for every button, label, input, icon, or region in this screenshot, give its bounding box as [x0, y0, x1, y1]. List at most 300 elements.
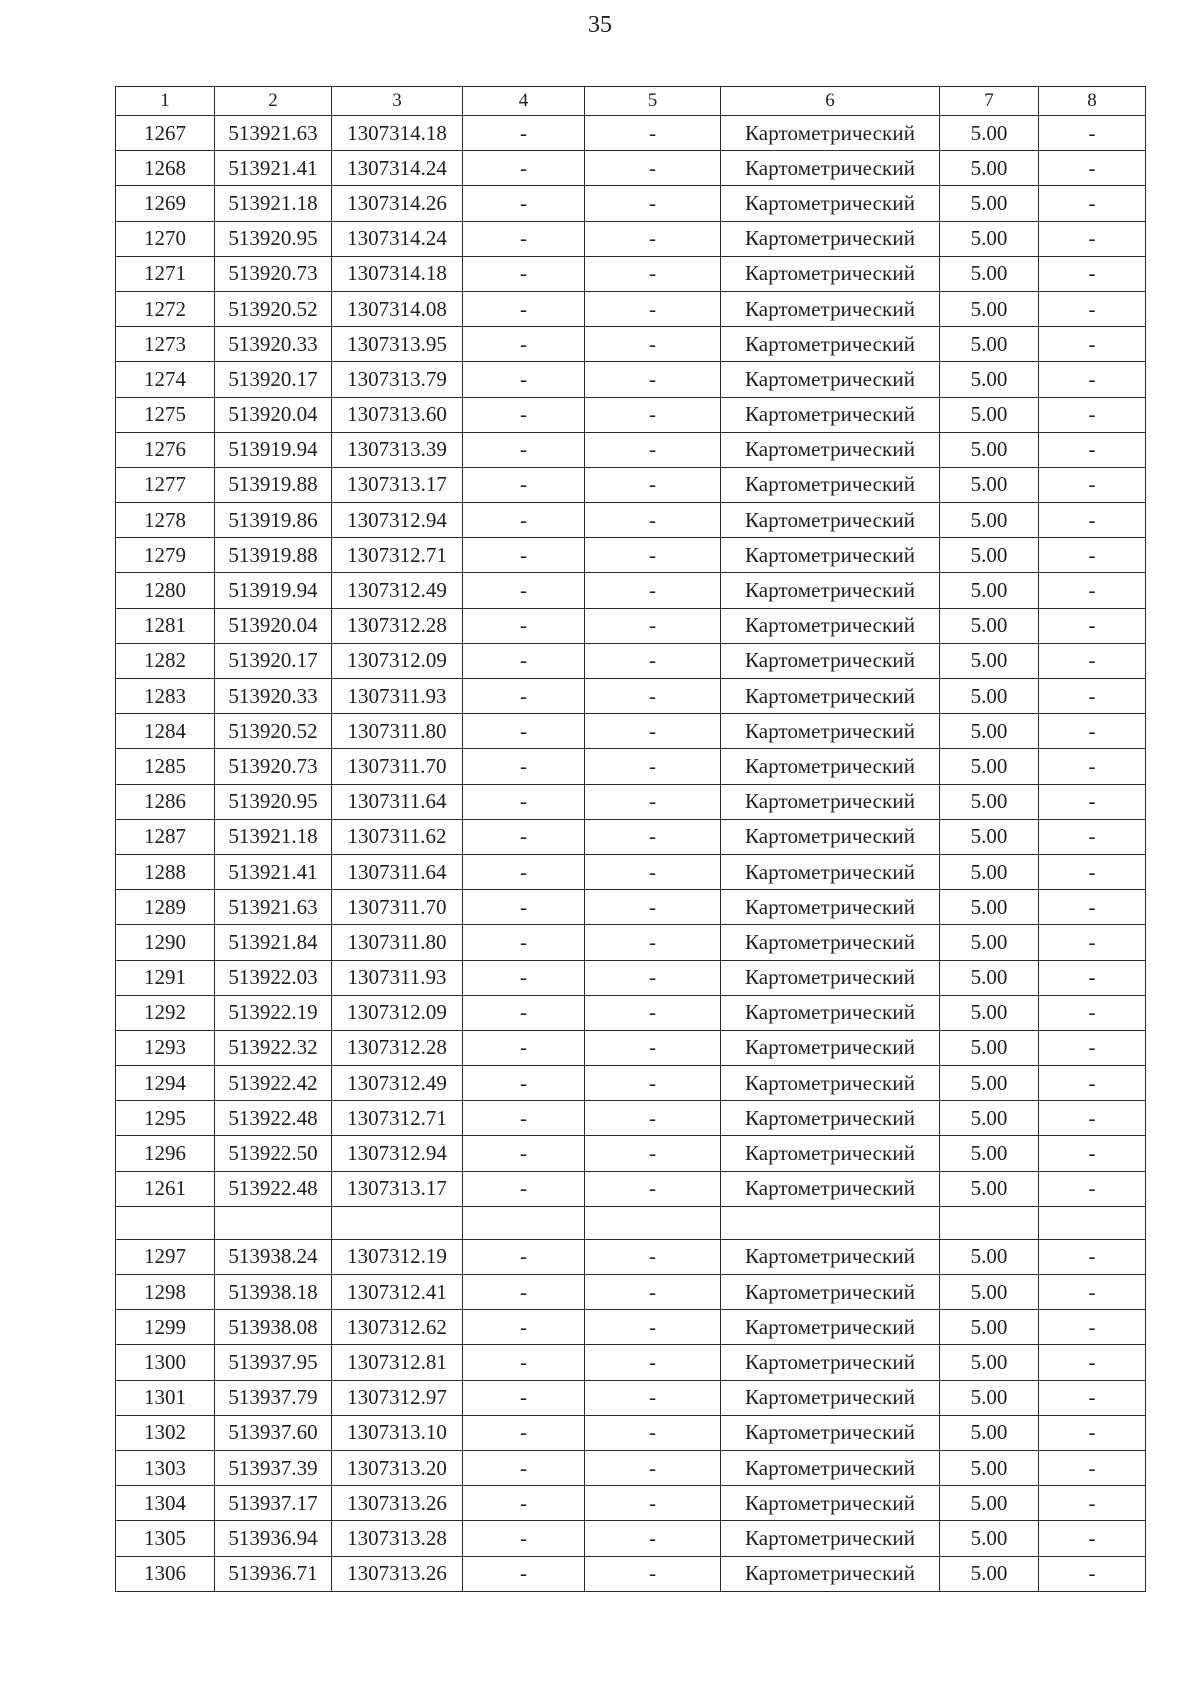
accuracy-cell: 5.00 — [940, 1239, 1039, 1274]
x-coordinate-cell: 513937.17 — [215, 1486, 332, 1521]
y-coordinate-cell: 1307312.97 — [332, 1380, 463, 1415]
y-coordinate-cell: 1307312.94 — [332, 503, 463, 538]
x-coordinate-cell: 513921.63 — [215, 116, 332, 151]
point-number-cell: 1281 — [116, 608, 215, 643]
table-row — [116, 397, 1146, 432]
col4-cell: - — [463, 327, 585, 362]
column-header: 5 — [585, 87, 721, 116]
col8-cell: - — [1039, 890, 1146, 925]
point-number-cell: 1290 — [116, 925, 215, 960]
col8-cell: - — [1039, 1345, 1146, 1380]
point-number-cell: 1287 — [116, 819, 215, 854]
col4-cell: - — [463, 784, 585, 819]
table-row — [116, 327, 1146, 362]
point-number-cell: 1291 — [116, 960, 215, 995]
col5-cell: - — [585, 819, 721, 854]
method-cell: Картометрический — [721, 854, 940, 889]
col4-cell: - — [463, 608, 585, 643]
point-number-cell: 1275 — [116, 397, 215, 432]
accuracy-cell: 5.00 — [940, 1450, 1039, 1485]
point-number-cell — [116, 1206, 215, 1239]
col4-cell: - — [463, 854, 585, 889]
col4-cell: - — [463, 432, 585, 467]
accuracy-cell: 5.00 — [940, 1415, 1039, 1450]
col8-cell: - — [1039, 1521, 1146, 1556]
point-number-cell: 1274 — [116, 362, 215, 397]
point-number-cell: 1285 — [116, 749, 215, 784]
table-row — [116, 538, 1146, 573]
method-cell: Картометрический — [721, 1486, 940, 1521]
col8-cell: - — [1039, 291, 1146, 326]
y-coordinate-cell: 1307314.26 — [332, 186, 463, 221]
table-row — [116, 854, 1146, 889]
coordinates-table — [115, 86, 1146, 1592]
col8-cell: - — [1039, 643, 1146, 678]
col8-cell: - — [1039, 749, 1146, 784]
col8-cell: - — [1039, 1101, 1146, 1136]
col4-cell: - — [463, 467, 585, 502]
method-cell: Картометрический — [721, 608, 940, 643]
x-coordinate-cell: 513922.50 — [215, 1136, 332, 1171]
col4-cell: - — [463, 749, 585, 784]
accuracy-cell: 5.00 — [940, 890, 1039, 925]
point-number-cell: 1267 — [116, 116, 215, 151]
x-coordinate-cell: 513920.73 — [215, 256, 332, 291]
col5-cell: - — [585, 1415, 721, 1450]
point-number-cell: 1298 — [116, 1275, 215, 1310]
method-cell: Картометрический — [721, 397, 940, 432]
col4-cell: - — [463, 1030, 585, 1065]
col8-cell: - — [1039, 714, 1146, 749]
y-coordinate-cell: 1307314.24 — [332, 221, 463, 256]
point-number-cell: 1276 — [116, 432, 215, 467]
col5-cell: - — [585, 538, 721, 573]
column-header: 8 — [1039, 87, 1146, 116]
col8-cell: - — [1039, 397, 1146, 432]
x-coordinate-cell: 513922.48 — [215, 1101, 332, 1136]
y-coordinate-cell: 1307313.26 — [332, 1486, 463, 1521]
col4-cell: - — [463, 890, 585, 925]
x-coordinate-cell: 513919.94 — [215, 573, 332, 608]
col8-cell: - — [1039, 925, 1146, 960]
point-number-cell: 1301 — [116, 1380, 215, 1415]
y-coordinate-cell: 1307312.41 — [332, 1275, 463, 1310]
table-row — [116, 714, 1146, 749]
method-cell: Картометрический — [721, 925, 940, 960]
col4-cell: - — [463, 1171, 585, 1206]
accuracy-cell: 5.00 — [940, 608, 1039, 643]
y-coordinate-cell: 1307312.49 — [332, 1066, 463, 1101]
col5-cell: - — [585, 749, 721, 784]
col4-cell: - — [463, 186, 585, 221]
col8-cell: - — [1039, 538, 1146, 573]
accuracy-cell: 5.00 — [940, 1345, 1039, 1380]
x-coordinate-cell: 513919.88 — [215, 467, 332, 502]
y-coordinate-cell: 1307312.28 — [332, 608, 463, 643]
col5-cell: - — [585, 362, 721, 397]
col8-cell: - — [1039, 327, 1146, 362]
x-coordinate-cell: 513920.33 — [215, 679, 332, 714]
col5-cell: - — [585, 573, 721, 608]
table-row — [116, 1380, 1146, 1415]
col5-cell: - — [585, 995, 721, 1030]
col4-cell: - — [463, 291, 585, 326]
table-row — [116, 1556, 1146, 1591]
table-body — [116, 116, 1146, 1592]
y-coordinate-cell: 1307313.17 — [332, 467, 463, 502]
table-row — [116, 1415, 1146, 1450]
col4-cell: - — [463, 362, 585, 397]
method-cell: Картометрический — [721, 1521, 940, 1556]
y-coordinate-cell: 1307312.62 — [332, 1310, 463, 1345]
col4-cell: - — [463, 1415, 585, 1450]
col5-cell: - — [585, 608, 721, 643]
y-coordinate-cell: 1307311.80 — [332, 925, 463, 960]
point-number-cell: 1288 — [116, 854, 215, 889]
accuracy-cell: 5.00 — [940, 1310, 1039, 1345]
x-coordinate-cell: 513922.48 — [215, 1171, 332, 1206]
col8-cell: - — [1039, 819, 1146, 854]
col5-cell: - — [585, 397, 721, 432]
col4-cell: - — [463, 1310, 585, 1345]
y-coordinate-cell: 1307313.10 — [332, 1415, 463, 1450]
col4-cell: - — [463, 1450, 585, 1485]
column-header: 6 — [721, 87, 940, 116]
table-row — [116, 1450, 1146, 1485]
col8-cell: - — [1039, 608, 1146, 643]
col5-cell: - — [585, 714, 721, 749]
method-cell: Картометрический — [721, 538, 940, 573]
x-coordinate-cell: 513922.03 — [215, 960, 332, 995]
col5-cell: - — [585, 1521, 721, 1556]
y-coordinate-cell: 1307314.18 — [332, 116, 463, 151]
col4-cell: - — [463, 1486, 585, 1521]
table-row — [116, 1066, 1146, 1101]
x-coordinate-cell: 513920.73 — [215, 749, 332, 784]
col4-cell: - — [463, 1380, 585, 1415]
col5-cell: - — [585, 784, 721, 819]
point-number-cell: 1270 — [116, 221, 215, 256]
table-row — [116, 995, 1146, 1030]
col5-cell: - — [585, 679, 721, 714]
method-cell: Картометрический — [721, 643, 940, 678]
method-cell: Картометрический — [721, 432, 940, 467]
col5-cell: - — [585, 1345, 721, 1380]
table-row — [116, 608, 1146, 643]
col4-cell: - — [463, 960, 585, 995]
point-number-cell: 1295 — [116, 1101, 215, 1136]
col5-cell: - — [585, 890, 721, 925]
x-coordinate-cell: 513938.08 — [215, 1310, 332, 1345]
point-number-cell: 1294 — [116, 1066, 215, 1101]
y-coordinate-cell: 1307313.17 — [332, 1171, 463, 1206]
table-row — [116, 467, 1146, 502]
col5-cell: - — [585, 327, 721, 362]
col5-cell: - — [585, 1450, 721, 1485]
col8-cell: - — [1039, 186, 1146, 221]
table-row — [116, 256, 1146, 291]
col5-cell: - — [585, 1171, 721, 1206]
col5-cell: - — [585, 854, 721, 889]
col8-cell: - — [1039, 362, 1146, 397]
table-row — [116, 503, 1146, 538]
col8-cell: - — [1039, 960, 1146, 995]
y-coordinate-cell: 1307311.64 — [332, 784, 463, 819]
col5-cell: - — [585, 1239, 721, 1274]
col4-cell: - — [463, 151, 585, 186]
y-coordinate-cell: 1307313.20 — [332, 1450, 463, 1485]
col8-cell: - — [1039, 116, 1146, 151]
col4-cell: - — [463, 679, 585, 714]
col5-cell: - — [585, 1066, 721, 1101]
col5-cell: - — [585, 467, 721, 502]
x-coordinate-cell: 513920.04 — [215, 397, 332, 432]
col5-cell: - — [585, 1275, 721, 1310]
col4-cell: - — [463, 714, 585, 749]
col8-cell: - — [1039, 854, 1146, 889]
col8-cell: - — [1039, 784, 1146, 819]
x-coordinate-cell — [215, 1206, 332, 1239]
y-coordinate-cell: 1307312.09 — [332, 643, 463, 678]
method-cell: Картометрический — [721, 362, 940, 397]
y-coordinate-cell: 1307311.70 — [332, 749, 463, 784]
point-number-cell: 1269 — [116, 186, 215, 221]
method-cell: Картометрический — [721, 1171, 940, 1206]
point-number-cell: 1304 — [116, 1486, 215, 1521]
accuracy-cell — [940, 1206, 1039, 1239]
col8-cell: - — [1039, 1486, 1146, 1521]
table-row — [116, 890, 1146, 925]
col5-cell: - — [585, 503, 721, 538]
point-number-cell: 1293 — [116, 1030, 215, 1065]
col4-cell: - — [463, 256, 585, 291]
method-cell: Картометрический — [721, 1450, 940, 1485]
x-coordinate-cell: 513920.33 — [215, 327, 332, 362]
col8-cell: - — [1039, 1239, 1146, 1274]
accuracy-cell: 5.00 — [940, 1380, 1039, 1415]
y-coordinate-cell: 1307312.28 — [332, 1030, 463, 1065]
method-cell: Картометрический — [721, 327, 940, 362]
method-cell: Картометрический — [721, 1239, 940, 1274]
accuracy-cell: 5.00 — [940, 256, 1039, 291]
accuracy-cell: 5.00 — [940, 784, 1039, 819]
col5-cell: - — [585, 291, 721, 326]
accuracy-cell: 5.00 — [940, 854, 1039, 889]
col4-cell: - — [463, 1345, 585, 1380]
col4-cell: - — [463, 221, 585, 256]
col4-cell: - — [463, 1239, 585, 1274]
method-cell: Картометрический — [721, 151, 940, 186]
x-coordinate-cell: 513919.94 — [215, 432, 332, 467]
method-cell: Картометрический — [721, 679, 940, 714]
y-coordinate-cell: 1307313.39 — [332, 432, 463, 467]
x-coordinate-cell: 513921.18 — [215, 819, 332, 854]
col4-cell: - — [463, 925, 585, 960]
col8-cell: - — [1039, 679, 1146, 714]
accuracy-cell: 5.00 — [940, 186, 1039, 221]
point-number-cell: 1284 — [116, 714, 215, 749]
method-cell: Картометрический — [721, 749, 940, 784]
col4-cell: - — [463, 1136, 585, 1171]
y-coordinate-cell: 1307312.09 — [332, 995, 463, 1030]
table-row — [116, 679, 1146, 714]
accuracy-cell: 5.00 — [940, 432, 1039, 467]
x-coordinate-cell: 513937.39 — [215, 1450, 332, 1485]
y-coordinate-cell: 1307314.08 — [332, 291, 463, 326]
page-number: 35 — [588, 12, 612, 38]
x-coordinate-cell: 513937.95 — [215, 1345, 332, 1380]
method-cell: Картометрический — [721, 256, 940, 291]
col4-cell — [463, 1206, 585, 1239]
col4-cell: - — [463, 1101, 585, 1136]
accuracy-cell: 5.00 — [940, 1275, 1039, 1310]
table-row — [116, 116, 1146, 151]
accuracy-cell: 5.00 — [940, 538, 1039, 573]
col5-cell: - — [585, 1101, 721, 1136]
y-coordinate-cell: 1307313.28 — [332, 1521, 463, 1556]
col5-cell: - — [585, 116, 721, 151]
point-number-cell: 1306 — [116, 1556, 215, 1591]
table-row — [116, 1239, 1146, 1274]
table-row — [116, 1310, 1146, 1345]
point-number-cell: 1268 — [116, 151, 215, 186]
method-cell: Картометрический — [721, 960, 940, 995]
col5-cell: - — [585, 1136, 721, 1171]
y-coordinate-cell: 1307312.49 — [332, 573, 463, 608]
table-row — [116, 573, 1146, 608]
point-number-cell: 1296 — [116, 1136, 215, 1171]
accuracy-cell: 5.00 — [940, 1486, 1039, 1521]
table-row — [116, 1101, 1146, 1136]
table-row — [116, 749, 1146, 784]
col4-cell: - — [463, 1066, 585, 1101]
table-row — [116, 432, 1146, 467]
accuracy-cell: 5.00 — [940, 327, 1039, 362]
accuracy-cell: 5.00 — [940, 467, 1039, 502]
x-coordinate-cell: 513921.41 — [215, 151, 332, 186]
col8-cell: - — [1039, 467, 1146, 502]
method-cell: Картометрический — [721, 116, 940, 151]
accuracy-cell: 5.00 — [940, 151, 1039, 186]
x-coordinate-cell: 513938.24 — [215, 1239, 332, 1274]
col8-cell: - — [1039, 1136, 1146, 1171]
point-number-cell: 1299 — [116, 1310, 215, 1345]
col8-cell: - — [1039, 1066, 1146, 1101]
col8-cell: - — [1039, 1380, 1146, 1415]
table-row — [116, 221, 1146, 256]
accuracy-cell: 5.00 — [940, 291, 1039, 326]
x-coordinate-cell: 513920.52 — [215, 291, 332, 326]
col5-cell: - — [585, 221, 721, 256]
method-cell: Картометрический — [721, 1415, 940, 1450]
col5-cell: - — [585, 1030, 721, 1065]
accuracy-cell: 5.00 — [940, 1136, 1039, 1171]
col4-cell: - — [463, 1521, 585, 1556]
accuracy-cell: 5.00 — [940, 960, 1039, 995]
y-coordinate-cell: 1307314.18 — [332, 256, 463, 291]
x-coordinate-cell: 513921.18 — [215, 186, 332, 221]
method-cell — [721, 1206, 940, 1239]
method-cell: Картометрический — [721, 1345, 940, 1380]
accuracy-cell: 5.00 — [940, 397, 1039, 432]
x-coordinate-cell: 513920.95 — [215, 784, 332, 819]
col4-cell: - — [463, 116, 585, 151]
y-coordinate-cell: 1307314.24 — [332, 151, 463, 186]
point-number-cell: 1289 — [116, 890, 215, 925]
y-coordinate-cell: 1307313.60 — [332, 397, 463, 432]
y-coordinate-cell: 1307311.70 — [332, 890, 463, 925]
table-row — [116, 151, 1146, 186]
accuracy-cell: 5.00 — [940, 749, 1039, 784]
col4-cell: - — [463, 538, 585, 573]
y-coordinate-cell: 1307312.19 — [332, 1239, 463, 1274]
col8-cell: - — [1039, 151, 1146, 186]
x-coordinate-cell: 513920.17 — [215, 643, 332, 678]
x-coordinate-cell: 513936.94 — [215, 1521, 332, 1556]
accuracy-cell: 5.00 — [940, 714, 1039, 749]
col8-cell: - — [1039, 221, 1146, 256]
column-header: 7 — [940, 87, 1039, 116]
point-number-cell: 1272 — [116, 291, 215, 326]
x-coordinate-cell: 513938.18 — [215, 1275, 332, 1310]
column-header: 1 — [116, 87, 215, 116]
y-coordinate-cell: 1307313.26 — [332, 1556, 463, 1591]
col8-cell — [1039, 1206, 1146, 1239]
x-coordinate-cell: 513922.19 — [215, 995, 332, 1030]
y-coordinate-cell: 1307312.71 — [332, 538, 463, 573]
col4-cell: - — [463, 995, 585, 1030]
point-number-cell: 1292 — [116, 995, 215, 1030]
point-number-cell: 1277 — [116, 467, 215, 502]
table-row — [116, 1171, 1146, 1206]
method-cell: Картометрический — [721, 1101, 940, 1136]
x-coordinate-cell: 513919.86 — [215, 503, 332, 538]
column-header: 4 — [463, 87, 585, 116]
accuracy-cell: 5.00 — [940, 1066, 1039, 1101]
accuracy-cell: 5.00 — [940, 116, 1039, 151]
method-cell: Картометрический — [721, 1066, 940, 1101]
col8-cell: - — [1039, 1556, 1146, 1591]
point-number-cell: 1305 — [116, 1521, 215, 1556]
table-row — [116, 1136, 1146, 1171]
method-cell: Картометрический — [721, 573, 940, 608]
method-cell: Картометрический — [721, 221, 940, 256]
col8-cell: - — [1039, 1171, 1146, 1206]
col8-cell: - — [1039, 1310, 1146, 1345]
table-row — [116, 925, 1146, 960]
table-row — [116, 1345, 1146, 1380]
point-number-cell: 1282 — [116, 643, 215, 678]
point-number-cell: 1271 — [116, 256, 215, 291]
accuracy-cell: 5.00 — [940, 573, 1039, 608]
method-cell: Картометрический — [721, 1136, 940, 1171]
col5-cell: - — [585, 643, 721, 678]
table-row — [116, 960, 1146, 995]
x-coordinate-cell: 513920.04 — [215, 608, 332, 643]
accuracy-cell: 5.00 — [940, 503, 1039, 538]
y-coordinate-cell: 1307311.93 — [332, 679, 463, 714]
table-row — [116, 1521, 1146, 1556]
col8-cell: - — [1039, 432, 1146, 467]
col5-cell: - — [585, 1380, 721, 1415]
col8-cell: - — [1039, 1415, 1146, 1450]
col8-cell: - — [1039, 256, 1146, 291]
y-coordinate-cell: 1307311.62 — [332, 819, 463, 854]
col5-cell: - — [585, 1556, 721, 1591]
x-coordinate-cell: 513919.88 — [215, 538, 332, 573]
accuracy-cell: 5.00 — [940, 679, 1039, 714]
accuracy-cell: 5.00 — [940, 1521, 1039, 1556]
